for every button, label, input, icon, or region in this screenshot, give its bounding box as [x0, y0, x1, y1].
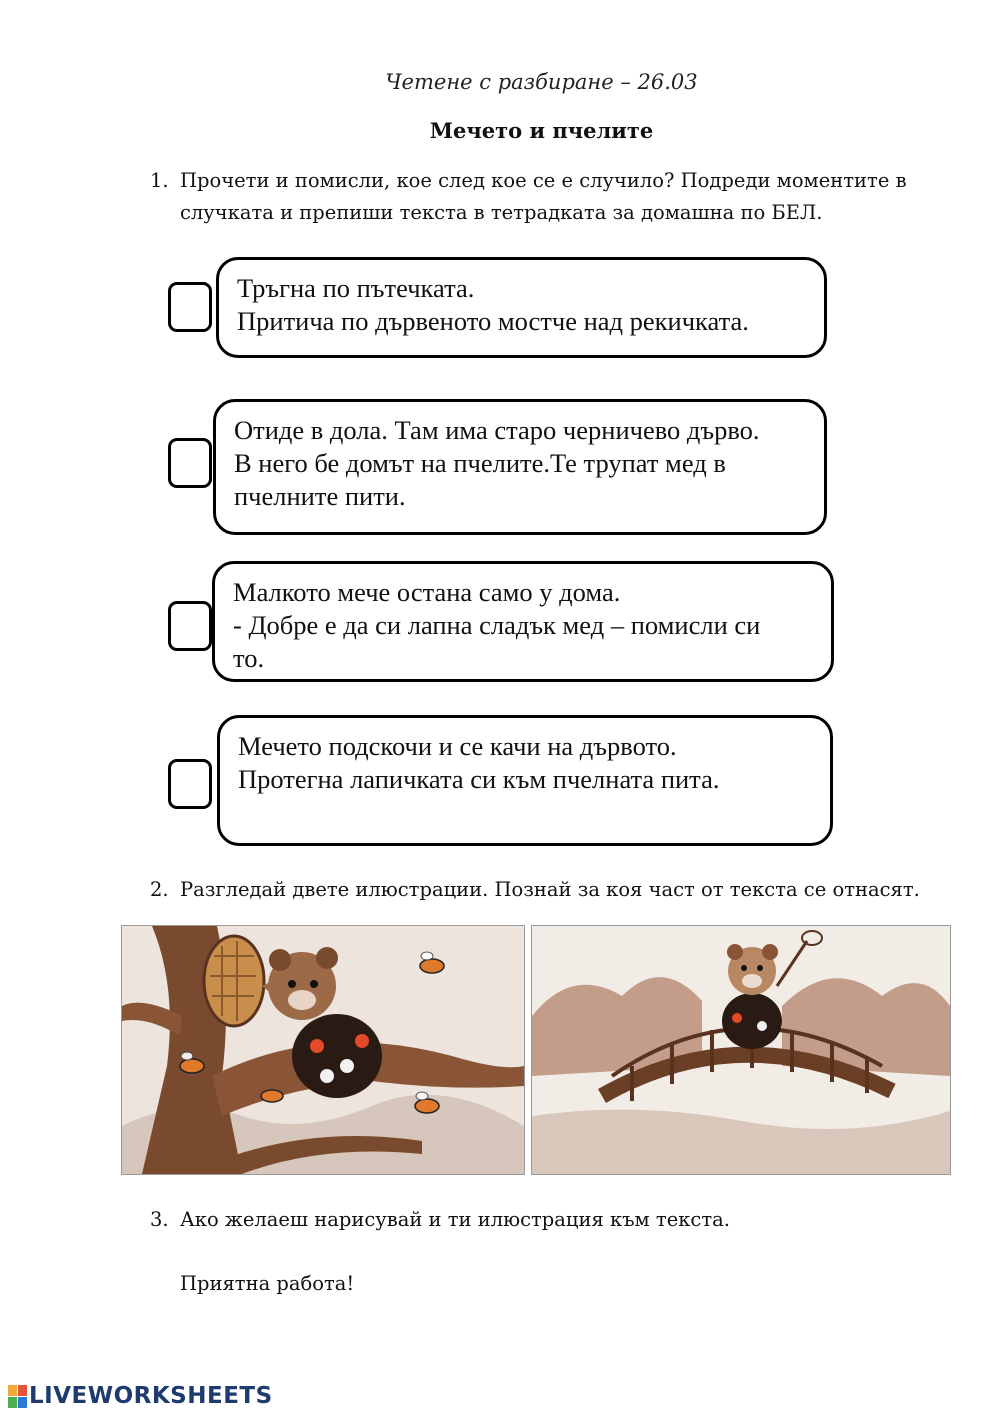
story-card-line: Малкото мече остана само у дома.	[233, 577, 621, 607]
task-1	[150, 165, 950, 235]
order-answer-box-2[interactable]	[168, 438, 212, 488]
bear-in-tree-drawing	[122, 926, 524, 1174]
story-card-line: Притича по дървеното мостче над рекичката.	[237, 306, 749, 336]
story-card-line: В него бе домът на пчелите.Те трупат мед в	[234, 448, 726, 478]
story-card-3	[212, 561, 834, 682]
task-number: 1.	[150, 169, 169, 192]
story-card-line: - Добре е да си лапна сладък мед – помисли си	[233, 610, 761, 640]
story-card-4	[217, 715, 833, 846]
task-text-line: случката и препиши текста в тетрадката за домашна по БЕЛ.	[180, 201, 823, 224]
story-card-line: пчелните пити.	[234, 481, 406, 511]
task-2	[150, 874, 970, 908]
order-answer-box-1[interactable]	[168, 282, 212, 332]
logo-text: LIVEWORKSHEETS	[29, 1383, 273, 1409]
task-number: 2.	[150, 878, 169, 901]
story-card-line: то.	[233, 643, 265, 673]
order-answer-box-3[interactable]	[168, 601, 212, 651]
story-card-2	[213, 399, 827, 535]
task-3	[150, 1204, 950, 1238]
illustration-bear-in-tree	[121, 925, 525, 1175]
logo-grid-icon	[8, 1385, 27, 1408]
story-card-line: Протегна лапичката си към пчелната пита.	[238, 764, 720, 794]
bear-on-bridge-drawing	[532, 926, 950, 1174]
worksheet-subtitle: Четене с разбиране – 26.03	[385, 70, 698, 94]
task-text-line: Ако желаеш нарисувай и ти илюстрация към текста.	[180, 1208, 730, 1231]
worksheet-title: Мечето и пчелите	[429, 118, 654, 143]
task-number: 3.	[150, 1208, 169, 1231]
task-text-line: Прочети и помисли, кое след кое се е случило? Подреди моментите в	[180, 169, 907, 192]
closing-message: Приятна работа!	[180, 1272, 355, 1295]
order-answer-box-4[interactable]	[168, 759, 212, 809]
story-card-1	[216, 257, 827, 358]
story-card-line: Мечето подскочи и се качи на дървото.	[238, 731, 677, 761]
liveworksheets-logo[interactable]	[8, 1383, 273, 1409]
task-text-line: Разгледай двете илюстрации. Познай за коя част от текста се отнасят.	[180, 878, 920, 901]
illustration-bear-on-bridge	[531, 925, 951, 1175]
story-card-line: Отиде в дола. Там има старо черничево дърво.	[234, 415, 760, 445]
story-card-line: Тръгна по пътечката.	[237, 273, 475, 303]
